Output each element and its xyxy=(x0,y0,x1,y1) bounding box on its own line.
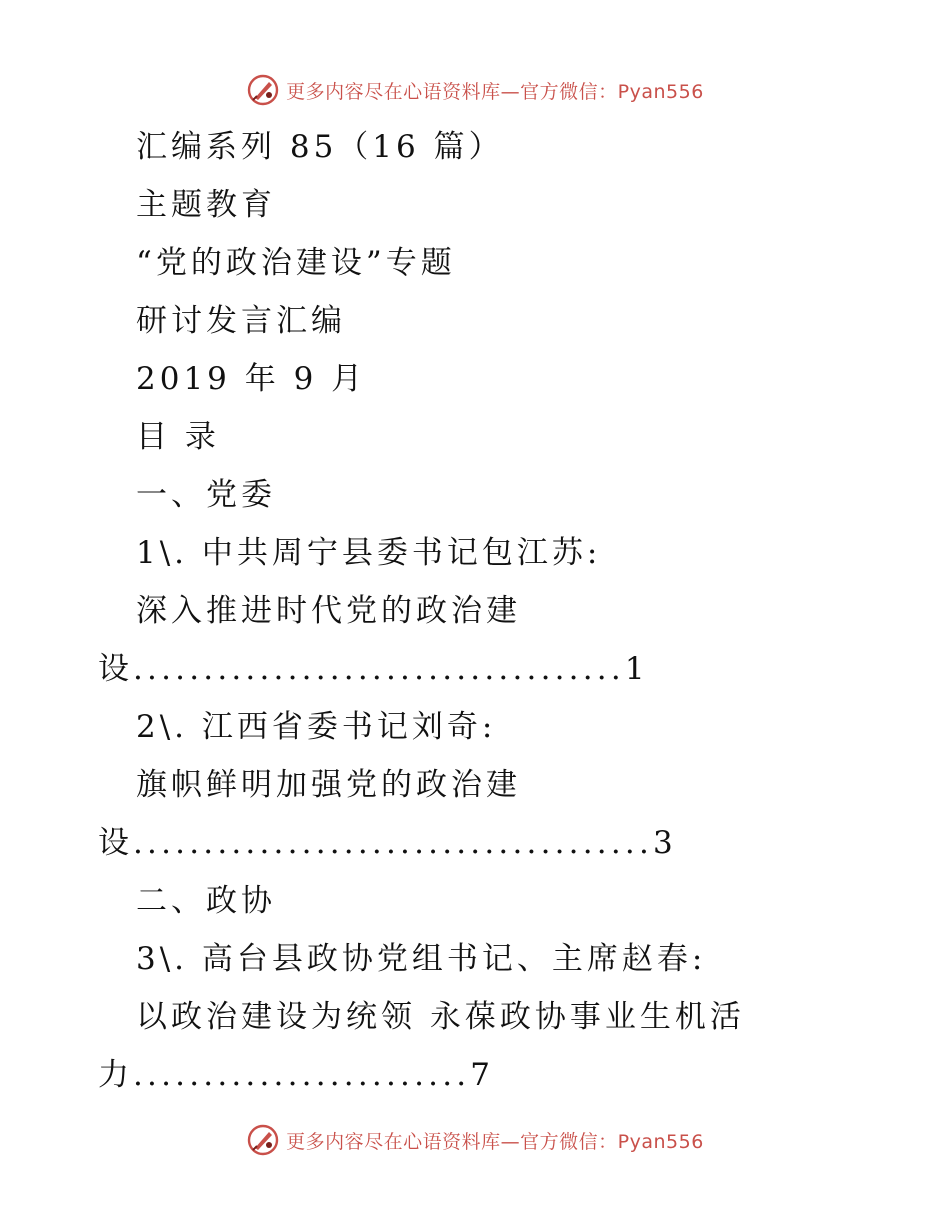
toc-item-2-title: 旗帜鲜明加强党的政治建 xyxy=(136,767,521,803)
toc-item-3-title: 以政治建设为统领 永葆政协事业生机活 xyxy=(136,999,745,1035)
toc-dots: ................................... xyxy=(133,651,625,687)
feather-pen-logo-icon xyxy=(246,1123,280,1157)
toc-heading: 目 录 xyxy=(136,419,220,455)
toc-item-3-author: 3\. 高台县政协党组书记、主席赵春: xyxy=(136,941,707,977)
watermark-header xyxy=(0,70,950,110)
toc-item-2-leader[interactable] xyxy=(0,814,950,872)
toc-item-1-page: 1 xyxy=(624,651,649,687)
toc-item-3-page: 7 xyxy=(470,1057,495,1093)
toc-dots: ..................................... xyxy=(133,825,653,861)
document-body xyxy=(0,118,950,1104)
toc-item-3-leader[interactable] xyxy=(0,1046,950,1104)
toc-item-2-lead: 设 xyxy=(98,825,133,861)
toc-section-party-committee: 一、党委 xyxy=(136,477,276,513)
series-title: 汇编系列 85（16 篇） xyxy=(136,129,504,165)
date-line: 2019 年 9 月 xyxy=(136,361,367,397)
watermark-footer xyxy=(0,1120,950,1160)
compilation-title: 研讨发言汇编 xyxy=(136,303,346,339)
toc-item-1-leader[interactable] xyxy=(0,640,950,698)
toc-item-3-lead: 力 xyxy=(98,1057,133,1093)
toc-section-cppcc: 二、政协 xyxy=(136,883,276,919)
feather-pen-logo-icon xyxy=(246,73,280,107)
toc-dots: ........................ xyxy=(133,1057,471,1093)
watermark-text: 更多内容尽在心语资料库—官方微信：Pyan556 xyxy=(286,1130,704,1153)
toc-item-1-title: 深入推进时代党的政治建 xyxy=(136,593,521,629)
toc-item-2-page: 3 xyxy=(653,825,677,861)
topic-line: “党的政治建设”专题 xyxy=(136,245,456,281)
watermark-text: 更多内容尽在心语资料库—官方微信：Pyan556 xyxy=(286,80,704,103)
theme-line: 主题教育 xyxy=(136,187,276,223)
toc-item-1-lead: 设 xyxy=(98,651,133,687)
toc-item-1-author: 1\. 中共周宁县委书记包江苏: xyxy=(136,535,602,571)
toc-item-2-author: 2\. 江西省委书记刘奇: xyxy=(136,709,497,745)
